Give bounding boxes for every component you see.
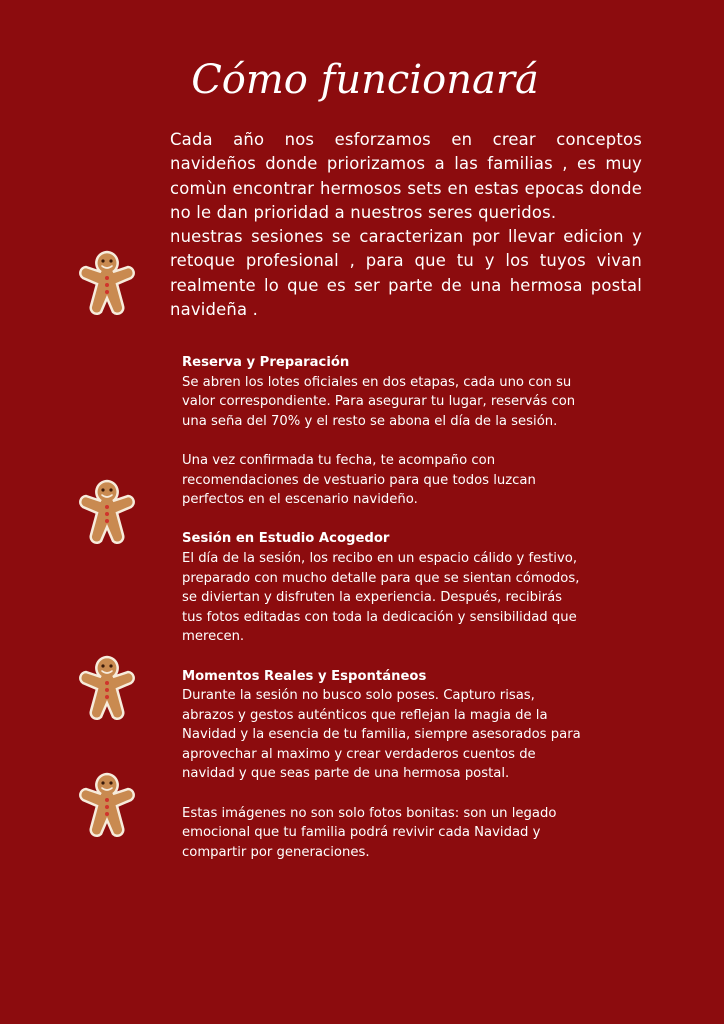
section-body-reserva: Se abren los lotes oficiales en dos etapas, cada uno con su valor correspondiente. Para asegurar tu lugar, reservás con una seña del 70% y el resto se abona el día de la sesión. (182, 374, 576, 429)
section-body-momentos: Durante la sesión no busco solo poses. Capturo risas, abrazos y gestos auténticos que reflejan la magia de la Navidad y la esencia de tu familia, siempre asesorados para aprovechar al maximo y crear verdaderos cuentos de navidad y que seas parte de una hermosa postal. (182, 688, 581, 782)
gingerbread-man-icon (77, 770, 137, 842)
intro-paragraph-2: nuestras sesiones se caracterizan por llevar edicion y retoque profesional , para que tu y los tuyos vivan realmente lo que es ser parte de una hermosa postal navideña . (170, 227, 642, 320)
section-title-reserva: Reserva y Preparación (182, 355, 350, 370)
gingerbread-man-icon (77, 248, 137, 320)
section-extra-reserva: Una vez confirmada tu fecha, te acompaño con recomendaciones de vestuario para que todos luzcan perfectos en el escenario navideño. (182, 452, 536, 508)
gingerbread-man-icon (77, 477, 137, 549)
closing-paragraph: Estas imágenes no son solo fotos bonitas: son un legado emocional que tu familia podrá revivir cada Navidad y compartir por generaciones. (182, 805, 557, 860)
section-title-momentos: Momentos Reales y Espontáneos (182, 668, 427, 684)
section-title-sesion: Sesión en Estudio Acogedor (182, 531, 390, 547)
intro-text (170, 128, 642, 322)
page-title: Cómo funcionará (191, 57, 539, 103)
gingerbread-man-icon (77, 653, 137, 725)
intro-paragraph-1: Cada año nos esforzamos en crear conceptos navideños donde priorizamos a las familias , es muy comùn encontrar hermosos sets en estas epocas donde no le dan prioridad a nuestros seres queridos. (170, 130, 642, 222)
section-body-sesion: El día de la sesión, los recibo en un espacio cálido y festivo, preparado con mucho detalle para que se sientan cómodos, se diviertan y disfruten la experiencia. Después, recibirás tus fotos editadas con toda la dedicación y sensibilidad que merecen. (182, 550, 580, 645)
sections-block (182, 353, 582, 862)
